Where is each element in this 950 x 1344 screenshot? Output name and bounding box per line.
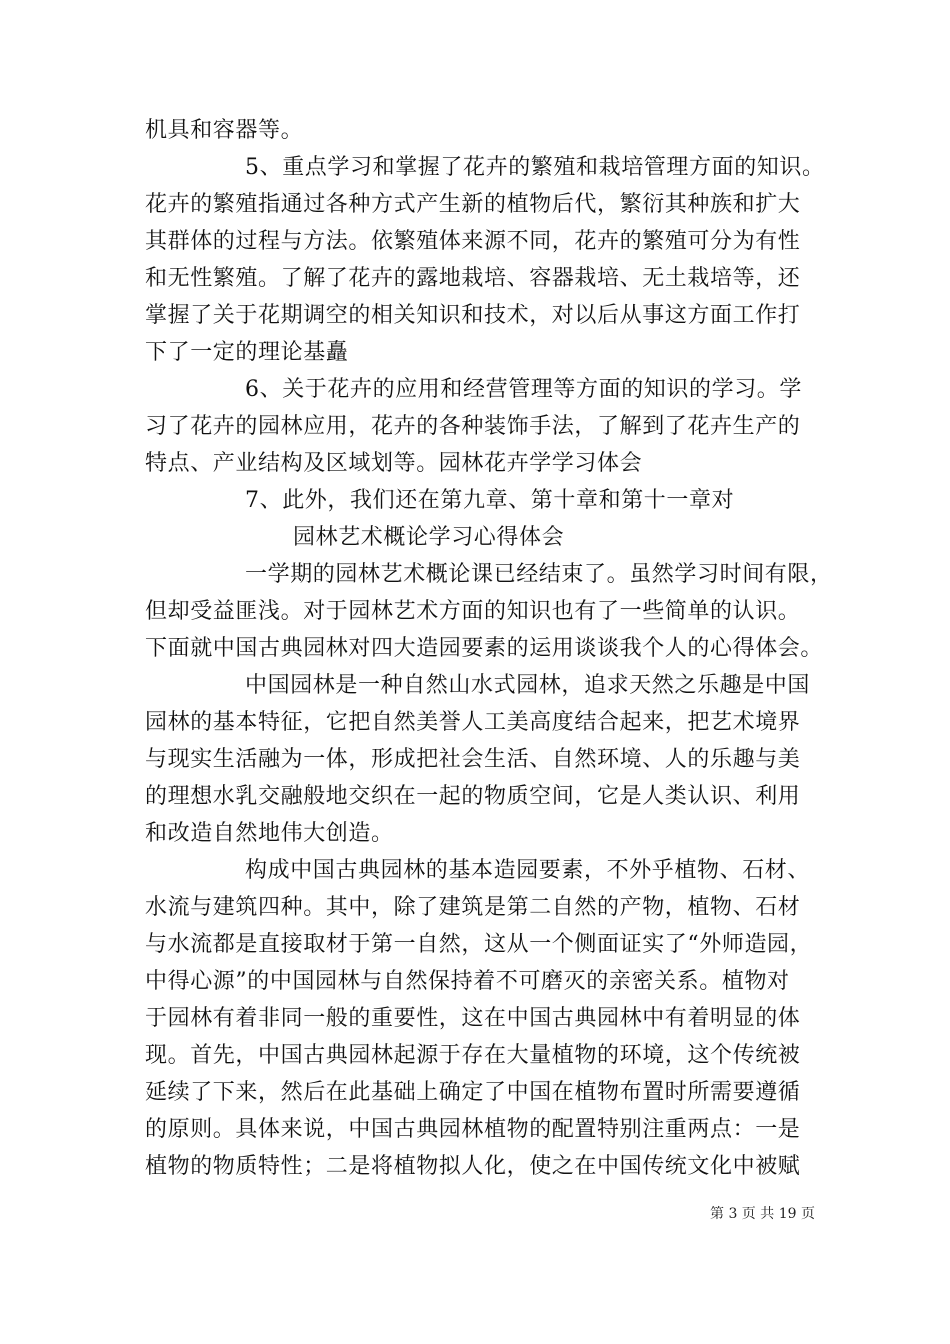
text-line: 中国园林是一种自然山水式园林，追求天然之乐趣是中国 xyxy=(245,673,811,698)
text-line: 和改造自然地伟大创造。 xyxy=(145,821,394,846)
text-line: 7、此外，我们还在第九章、第十章和第十一章对 xyxy=(245,488,735,513)
text-line: 延续了下来，然后在此基础上确定了中国在植物布置时所需要遵循 xyxy=(145,1080,801,1105)
text-line: 构成中国古典园林的基本造园要素，不外乎植物、石材、 xyxy=(245,858,811,883)
text-line: 现。首先，中国古典园林起源于存在大量植物的环境，这个传统被 xyxy=(145,1043,801,1068)
text-line: 掌握了关于花期调空的相关知识和技术，对以后从事这方面工作打 xyxy=(145,303,801,328)
text-line: 的原则。具体来说，中国古典园林植物的配置特别注重两点：一是 xyxy=(145,1117,801,1142)
text-line: 和无性繁殖。了解了花卉的露地栽培、容器栽培、无土栽培等，还 xyxy=(145,266,801,291)
text-line: 但却受益匪浅。对于园林艺术方面的知识也有了一些简单的认识。 xyxy=(145,599,801,624)
text-line: 下面就中国古典园林对四大造园要素的运用谈谈我个人的心得体会。 xyxy=(145,636,824,661)
text-line: 特点、产业结构及区域划等。园林花卉学学习体会 xyxy=(145,451,643,476)
text-line: 与水流都是直接取材于第一自然，这从一个侧面证实了“外师造园， xyxy=(145,932,813,957)
text-line: 的理想水乳交融般地交织在一起的物质空间，它是人类认识、利用 xyxy=(145,784,801,809)
text-line: 其群体的过程与方法。依繁殖体来源不同，花卉的繁殖可分为有性 xyxy=(145,229,801,254)
text-line: 6、关于花卉的应用和经营管理等方面的知识的学习。学 xyxy=(245,377,802,402)
text-line: 下了一定的理论基矗 xyxy=(145,340,349,365)
section-heading: 园林艺术概论学习心得体会 xyxy=(293,525,565,550)
text-line: 植物的物质特性；二是将植物拟人化，使之在中国传统文化中被赋 xyxy=(145,1154,801,1179)
text-line: 于园林有着非同一般的重要性，这在中国古典园林中有着明显的体 xyxy=(145,1006,801,1031)
text-line: 与现实生活融为一体，形成把社会生活、自然环境、人的乐趣与美 xyxy=(145,747,801,772)
page-number: 第 3 页 共 19 页 xyxy=(710,1206,815,1222)
text-line: 花卉的繁殖指通过各种方式产生新的植物后代，繁衍其种族和扩大 xyxy=(145,192,801,217)
text-line: 水流与建筑四种。其中，除了建筑是第二自然的产物，植物、石材 xyxy=(145,895,801,920)
text-line: 习了花卉的园林应用，花卉的各种装饰手法，了解到了花卉生产的 xyxy=(145,414,801,439)
text-line: 5、重点学习和掌握了花卉的繁殖和栽培管理方面的知识。 xyxy=(245,155,825,180)
text-line: 中得心源”的中国园林与自然保持着不可磨灭的亲密关系。植物对 xyxy=(145,969,790,994)
text-line: 园林的基本特征，它把自然美誉人工美高度结合起来，把艺术境界 xyxy=(145,710,801,735)
text-line: 机具和容器等。 xyxy=(145,118,304,143)
text-line: 一学期的园林艺术概论课已经结束了。虽然学习时间有限， xyxy=(245,562,833,587)
body-text xyxy=(145,112,833,1185)
